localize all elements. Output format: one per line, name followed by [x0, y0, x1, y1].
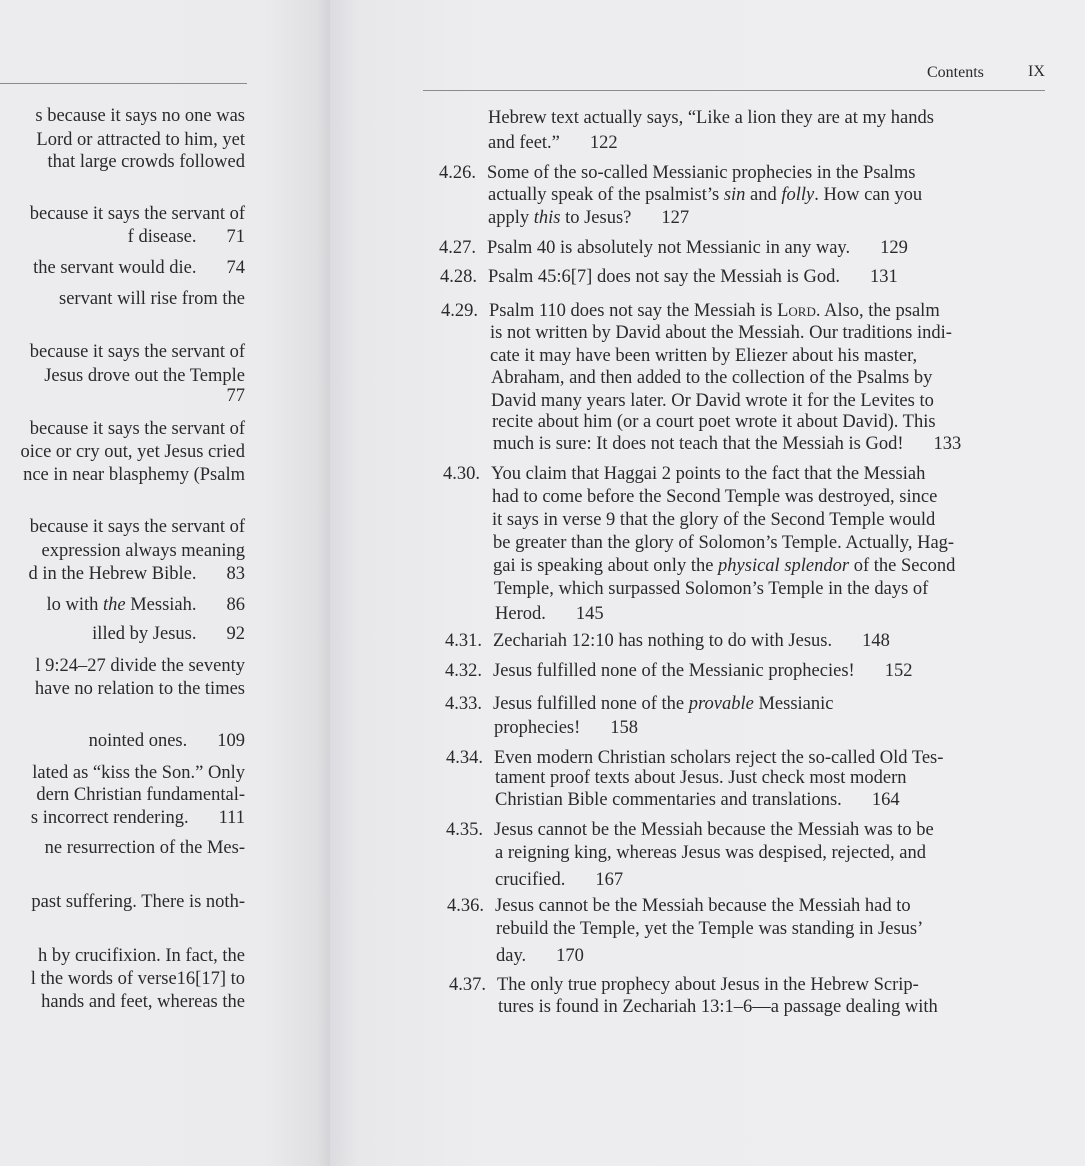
toc-entry-line	[490, 322, 952, 344]
toc-entry-line	[489, 300, 940, 322]
left-toc-page-ref: 74	[226, 258, 245, 278]
small-caps-text: Lord	[777, 301, 816, 321]
toc-entry-number: 4.26.	[439, 163, 476, 183]
entry-text: rebuild the Temple, yet the Temple was standing in Jesus’	[496, 919, 924, 939]
left-toc-page-ref: 92	[226, 624, 245, 644]
entry-text: cate it may have been written by Eliezer about his master,	[490, 346, 918, 366]
left-toc-line-text: lo with the Messiah.	[46, 595, 197, 615]
entry-text: . Also, the psalm	[815, 301, 940, 321]
entry-text: day.	[496, 946, 527, 966]
toc-entry-line	[495, 789, 900, 811]
toc-entry-line	[491, 367, 932, 389]
toc-entry-line	[493, 555, 955, 577]
entry-text: Jesus fulfilled none of the Messianic prophecies!	[493, 661, 855, 681]
entry-text: prophecies!	[494, 718, 581, 738]
left-toc-line	[30, 516, 245, 538]
toc-page-ref: 127	[661, 208, 690, 228]
toc-page-ref: 148	[862, 631, 890, 651]
entry-text: to Jesus?	[560, 208, 632, 228]
left-toc-line-text: h by crucifixion. In fact, the	[37, 946, 245, 966]
left-toc-line-text: s incorrect rendering.	[30, 808, 189, 828]
toc-entry-number: 4.30.	[443, 464, 480, 484]
entry-text: a reigning king, whereas Jesus was despised, rejected, and	[495, 843, 927, 863]
toc-entry-line	[496, 918, 923, 940]
left-page-header-rule	[0, 83, 247, 84]
continuation-line-2	[488, 132, 618, 154]
entry-text: Psalm 40 is absolutely not Messianic in any way.	[487, 238, 851, 258]
entry-text: recite about him (or a court poet wrote it about David). This	[492, 412, 936, 432]
left-toc-line	[35, 105, 245, 127]
toc-entry-line	[493, 693, 833, 715]
left-toc-line-text: s because it says no one was	[35, 106, 245, 126]
toc-entry-line	[487, 162, 916, 184]
left-toc-line	[23, 464, 245, 486]
left-toc-line-text: illed by Jesus.	[92, 624, 197, 644]
toc-entry-line	[491, 390, 934, 412]
entry-text: crucified.	[495, 870, 566, 890]
entry-text: had to come before the Second Temple was destroyed, since	[492, 487, 938, 507]
left-toc-line	[29, 563, 246, 585]
toc-entry-number: 4.33.	[445, 694, 482, 714]
toc-entry-line	[493, 660, 912, 682]
toc-entry-line	[494, 819, 934, 841]
entry-text: Christian Bible commentaries and translations.	[495, 790, 842, 810]
toc-entry-line	[488, 266, 898, 288]
italic-text: physical splendor	[718, 556, 850, 576]
entry-text: Psalm 110 does not say the Messiah is	[489, 301, 778, 321]
entry-text: Psalm 45:6[7] does not say the Messiah is God.	[488, 267, 840, 287]
toc-entry-line	[490, 345, 917, 367]
left-toc-line	[41, 991, 245, 1013]
toc-entry-line	[488, 184, 922, 206]
toc-entry-line	[497, 974, 919, 996]
entry-text: gai is speaking about only the	[493, 556, 719, 576]
left-toc-line-text: l 9:24–27 divide the seventy	[35, 656, 245, 676]
toc-entry-line	[488, 207, 689, 229]
left-toc-line	[44, 365, 245, 387]
entry-text: Abraham, and then added to the collection of the Psalms by	[491, 368, 933, 388]
page-number: IX	[1028, 63, 1045, 80]
entry-text: David many years later. Or David wrote it for the Levites to	[491, 391, 934, 411]
entry-text: tures is found in Zechariah 13:1–6—a passage dealing with	[498, 997, 938, 1017]
entry-text: Jesus cannot be the Messiah because the Messiah was to be	[494, 820, 934, 840]
left-toc-line	[32, 762, 245, 784]
left-toc-line-text: nointed ones.	[88, 731, 188, 751]
right-page	[330, 0, 1085, 1166]
entry-text: is not written by David about the Messiah. Our traditions indi-	[490, 323, 952, 343]
left-toc-line	[35, 655, 245, 677]
left-toc-line	[92, 623, 245, 645]
continuation-page-ref: 122	[589, 133, 618, 153]
toc-entry-line	[494, 578, 928, 600]
left-toc-line-text: because it says the servant of	[29, 204, 245, 224]
left-toc-line-text: f disease.	[127, 227, 197, 247]
left-toc-line	[46, 594, 245, 616]
left-toc-page-ref: 77	[226, 386, 245, 406]
left-toc-line	[33, 257, 245, 279]
left-toc-line	[36, 784, 245, 806]
entry-text: it says in verse 9 that the glory of the Second Temple would	[492, 510, 936, 530]
entry-text: Jesus fulfilled none of the	[493, 694, 689, 714]
toc-entry-line	[495, 869, 623, 891]
running-head: Contents	[927, 64, 984, 81]
toc-entry-number: 4.32.	[445, 661, 482, 681]
entry-text: Jesus cannot be the Messiah because the Messiah had to	[495, 896, 911, 916]
italic-text: folly	[781, 185, 815, 205]
toc-page-ref: 152	[884, 661, 913, 681]
toc-entry-number: 4.34.	[446, 748, 483, 768]
toc-entry-number: 4.35.	[446, 820, 483, 840]
left-toc-line-text: d in the Hebrew Bible.	[28, 564, 197, 584]
left-toc-line	[35, 678, 245, 700]
entry-text: The only true prophecy about Jesus in the Hebrew Scrip-	[497, 975, 919, 995]
toc-entry-line	[493, 532, 954, 554]
entry-text: Herod.	[495, 604, 546, 624]
entry-text: apply	[488, 208, 534, 228]
left-toc-line	[89, 730, 245, 752]
left-toc-line	[31, 968, 245, 990]
left-toc-line	[48, 151, 245, 173]
toc-entry-line	[495, 603, 604, 625]
left-toc-page-ref: 111	[218, 808, 245, 828]
left-toc-line-text: that large crowds followed	[47, 152, 245, 172]
left-toc-page-ref: 71	[226, 227, 245, 247]
left-toc-line-text: oice or cry out, yet Jesus cried	[20, 442, 245, 462]
entry-text: much is sure: It does not teach that the Messiah is God!	[493, 434, 904, 454]
toc-entry-line	[494, 747, 943, 769]
left-toc-line-text: servant will rise from the	[59, 289, 245, 309]
left-toc-line-text: ne resurrection of the Mes-	[44, 838, 245, 858]
left-toc-line-text: Jesus drove out the Temple	[44, 366, 245, 386]
toc-entry-number: 4.36.	[447, 896, 484, 916]
toc-page-ref: 145	[575, 604, 604, 624]
toc-entry-line	[487, 237, 908, 259]
left-toc-line-text: because it says the servant of	[29, 517, 245, 537]
left-toc-line-text: have no relation to the times	[34, 679, 245, 699]
entry-text: actually speak of the psalmist’s	[488, 185, 724, 205]
left-toc-line	[36, 129, 245, 151]
left-toc-line	[21, 441, 246, 463]
entry-text: Even modern Christian scholars reject the so-called Old Tes-	[494, 748, 944, 768]
left-toc-line	[197, 385, 246, 407]
toc-entry-number: 4.31.	[445, 631, 482, 651]
toc-entry-line	[498, 996, 938, 1018]
left-toc-page-ref: 86	[226, 595, 245, 615]
left-toc-line	[31, 891, 245, 913]
toc-entry-number: 4.29.	[441, 301, 478, 321]
left-toc-line	[42, 540, 245, 562]
left-toc-line-text: because it says the servant of	[29, 419, 245, 439]
left-toc-page-ref: 109	[217, 731, 245, 751]
left-toc-line-text: because it says the servant of	[29, 342, 245, 362]
toc-entry-number: 4.37.	[449, 975, 486, 995]
left-toc-line	[31, 807, 245, 829]
toc-entry-line	[493, 433, 961, 455]
italic-text: provable	[688, 694, 754, 714]
toc-entry-line	[493, 630, 890, 652]
toc-entry-line	[492, 486, 937, 508]
toc-page-ref: 170	[556, 946, 584, 966]
entry-text: Some of the so-called Messianic prophecies in the Psalms	[487, 163, 916, 183]
toc-entry-line	[495, 842, 926, 864]
toc-page-ref: 133	[933, 434, 962, 454]
italic-text: sin	[723, 185, 746, 205]
left-toc-line-text: Lord or attracted to him, yet	[36, 130, 245, 150]
entry-text: be greater than the glory of Solomon’s Temple. Actually, Hag-	[493, 533, 955, 553]
toc-entry-line	[495, 895, 911, 917]
left-toc-line	[30, 203, 245, 225]
entry-text: . How can you	[814, 185, 923, 205]
entry-text: tament proof texts about Jesus. Just check most modern	[495, 768, 907, 788]
left-toc-line-text: lated as “kiss the Son.” Only	[32, 763, 245, 783]
left-page	[0, 0, 330, 1166]
entry-text: Messianic	[753, 694, 834, 714]
toc-page-ref: 164	[871, 790, 900, 810]
toc-entry-line	[495, 767, 907, 789]
toc-page-ref: 158	[610, 718, 639, 738]
toc-entry-line	[494, 717, 638, 739]
left-toc-line-text: past suffering. There is noth-	[31, 892, 245, 912]
italic-text: this	[533, 208, 561, 228]
right-page-header-rule	[423, 90, 1045, 91]
toc-entry-line	[492, 411, 936, 433]
toc-page-ref: 167	[595, 870, 624, 890]
toc-entry-line	[496, 945, 584, 967]
left-toc-line	[45, 837, 245, 859]
toc-page-ref: 129	[880, 238, 908, 258]
left-toc-line-text: l the words of verse16[17] to	[30, 969, 245, 989]
left-toc-line	[30, 341, 245, 363]
entry-text: Temple, which surpassed Solomon’s Temple in the days of	[494, 579, 929, 599]
left-toc-line	[59, 288, 245, 310]
left-toc-line-text: nce in near blasphemy (Psalm	[23, 465, 245, 485]
left-toc-line	[30, 418, 245, 440]
toc-entry-number: 4.28.	[440, 267, 477, 287]
entry-text: You claim that Haggai 2 points to the fact that the Messiah	[491, 464, 926, 484]
left-toc-line-text: the servant would die.	[33, 258, 197, 278]
toc-entry-line	[492, 509, 935, 531]
entry-text: of the Second	[849, 556, 956, 576]
toc-page-ref: 131	[870, 267, 898, 287]
left-toc-line	[128, 226, 245, 248]
continuation-text: and feet.”	[488, 133, 560, 153]
left-toc-line-text: dern Christian fundamental-	[36, 785, 245, 805]
toc-entry-line	[491, 463, 925, 485]
left-toc-line-text: hands and feet, whereas the	[41, 992, 245, 1012]
entry-text: Zechariah 12:10 has nothing to do with Jesus.	[493, 631, 833, 651]
left-toc-line-text: expression always meaning	[41, 541, 245, 561]
left-toc-line	[38, 945, 245, 967]
left-toc-page-ref: 83	[226, 564, 245, 584]
toc-entry-number: 4.27.	[439, 238, 476, 258]
continuation-line-1: Hebrew text actually says, “Like a lion they are at my hands	[488, 108, 934, 128]
entry-text: and	[745, 185, 782, 205]
